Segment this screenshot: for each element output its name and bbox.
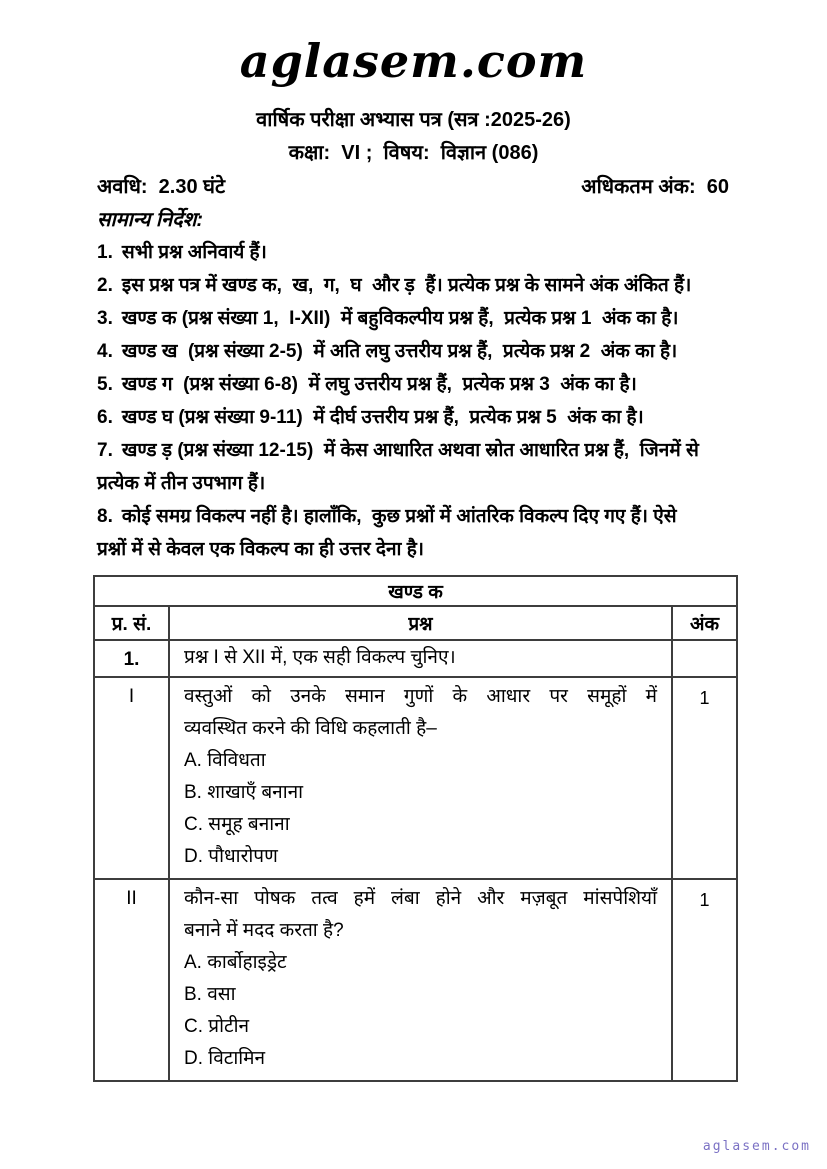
table-row-q1-intro — [94, 640, 737, 677]
instruction-item-7 — [97, 434, 745, 500]
instruction-number: 8. — [97, 506, 113, 527]
question-cell — [169, 640, 672, 677]
section-a-question-table — [93, 575, 738, 1082]
question-text: व्यवस्थित करने की विधि कहलाती है– — [184, 718, 437, 739]
question-text: प्रश्न I से XII में, एक सही विकल्प चुनिए। — [184, 647, 456, 668]
instruction-text: खण्ड ग (प्रश्न संख्या 6-8) में लघु उत्तरीय प्रश्न हैं, प्रत्येक प्रश्न 3 अंक का है। — [121, 374, 637, 395]
instruction-line — [97, 500, 745, 533]
instruction-text-continued: प्रत्येक में तीन उपभाग हैं। — [97, 473, 266, 494]
instruction-number: 5. — [97, 374, 113, 395]
instruction-item-8 — [97, 500, 745, 566]
instruction-text: खण्ड ड़ (प्रश्न संख्या 12-15) में केस आधारित अथवा स्रोत आधारित प्रश्न हैं, जिनमें से — [121, 440, 699, 461]
table-header-row — [94, 606, 737, 640]
instruction-line — [97, 434, 745, 467]
option-b: B. शाखाएँ बनाना — [184, 782, 304, 803]
question-number: 1. — [94, 640, 169, 677]
instruction-text: इस प्रश्न पत्र में खण्ड क, ख, ग, घ और ड़ हैं। प्रत्येक प्रश्न के सामने अंक अंकित हैं। — [121, 275, 692, 296]
marks-cell: 1 — [672, 879, 737, 1081]
question-text: वस्तुओं को उनके समान गुणों के आधार पर समूहों में — [184, 686, 657, 707]
max-marks-label: अधिकतम अंक: 60 — [581, 176, 729, 198]
option-d: D. विटामिन — [184, 1048, 266, 1069]
instruction-number: 4. — [97, 341, 113, 362]
instruction-number: 7. — [97, 440, 113, 461]
marks-cell — [672, 640, 737, 677]
option-a: A. कार्बोहाइड्रेट — [184, 952, 287, 973]
option-c: C. समूह बनाना — [184, 814, 290, 835]
instruction-text: खण्ड घ (प्रश्न संख्या 9-11) में दीर्घ उत्तरीय प्रश्न हैं, प्रत्येक प्रश्न 5 अंक का है। — [121, 407, 644, 428]
instruction-item-6 — [97, 401, 745, 434]
section-title-row — [94, 576, 737, 606]
instruction-text: खण्ड ख (प्रश्न संख्या 2-5) में अति लघु उत्तरीय प्रश्न हैं, प्रत्येक प्रश्न 2 अंक का है। — [121, 341, 678, 362]
instruction-number: 3. — [97, 308, 113, 329]
instruction-text: खण्ड क (प्रश्न संख्या 1, I-XII) में बहुविकल्पीय प्रश्न हैं, प्रत्येक प्रश्न 1 अंक का है। — [121, 308, 679, 329]
instruction-item-4 — [97, 335, 745, 368]
footer-watermark: aglasem.com — [702, 1139, 811, 1154]
question-number: I — [94, 677, 169, 879]
instructions-list — [97, 236, 745, 566]
instruction-item-3 — [97, 302, 745, 335]
table-row-question-II — [94, 879, 737, 1081]
question-cell — [169, 677, 672, 879]
brand-logo-text: aglasem.com — [239, 34, 588, 88]
instruction-number: 2. — [97, 275, 113, 296]
question-cell — [169, 879, 672, 1081]
instruction-item-2 — [97, 269, 745, 302]
option-d: D. पौधारोपण — [184, 846, 278, 867]
option-c: C. प्रोटीन — [184, 1016, 250, 1037]
general-instructions-heading: सामान्य निर्देश: — [97, 209, 204, 231]
col-header-marks: अंक — [672, 606, 737, 640]
class-subject-line: कक्षा: VI ; विषय: विज्ञान (086) — [288, 142, 539, 164]
section-title: खण्ड क — [94, 576, 737, 606]
instruction-text: सभी प्रश्न अनिवार्य हैं। — [121, 242, 267, 263]
instruction-item-5 — [97, 368, 745, 401]
question-number: II — [94, 879, 169, 1081]
table-row-question-I — [94, 677, 737, 879]
col-header-question-number: प्र. सं. — [94, 606, 169, 640]
duration-label: अवधि: 2.30 घंटे — [97, 176, 226, 198]
marks-cell: 1 — [672, 677, 737, 879]
info-row — [97, 172, 729, 199]
question-text: बनाने में मदद करता है? — [184, 920, 344, 941]
option-b: B. वसा — [184, 984, 236, 1005]
col-header-question: प्रश्न — [169, 606, 672, 640]
instruction-number: 1. — [97, 242, 113, 263]
paper-title: वार्षिक परीक्षा अभ्यास पत्र (सत्र :2025-26) — [256, 109, 571, 131]
instruction-item-1 — [97, 236, 745, 269]
instruction-text: कोई समग्र विकल्प नहीं है। हालाँकि, कुछ प्रश्नों में आंतरिक विकल्प दिए गए हैं। ऐसे — [121, 506, 677, 527]
question-text: कौन-सा पोषक तत्व हमें लंबा होने और मज़बूत मांसपेशियाँ — [184, 888, 657, 909]
instruction-text-continued: प्रश्नों में से केवल एक विकल्प का ही उत्तर देना है। — [97, 539, 424, 560]
instruction-number: 6. — [97, 407, 113, 428]
option-a: A. विविधता — [184, 750, 266, 771]
